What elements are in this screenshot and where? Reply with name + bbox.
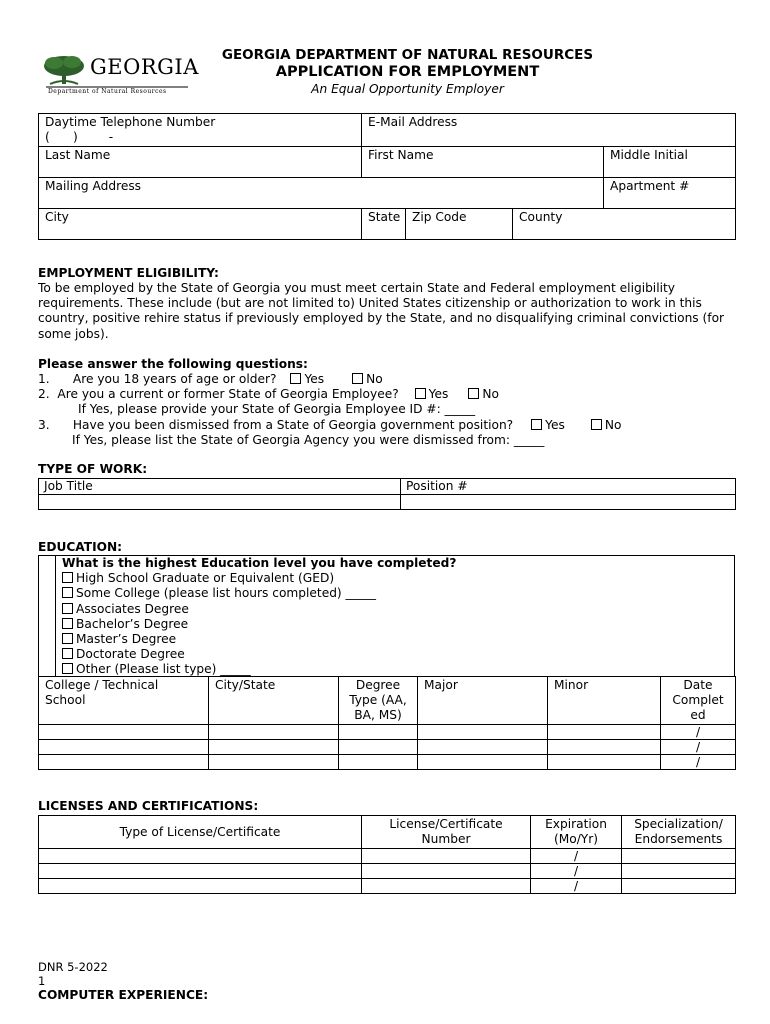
edu-option-bachelors[interactable] (62, 617, 722, 632)
license-specialization-cell[interactable] (622, 879, 736, 894)
contact-table (38, 113, 736, 240)
license-expiration-cell[interactable]: / (531, 864, 622, 879)
license-type-cell[interactable] (39, 864, 362, 879)
col-city-state: City/State (209, 677, 339, 725)
checkbox-icon (290, 373, 301, 384)
mailing-address-field[interactable] (39, 178, 604, 209)
checkbox-icon (62, 633, 73, 644)
last-name-label: Last Name (45, 148, 111, 162)
apartment-field[interactable] (604, 178, 736, 209)
page-title: APPLICATION FOR EMPLOYMENT (275, 64, 540, 80)
license-type-cell[interactable] (39, 849, 362, 864)
edu-date-cell[interactable]: / (661, 725, 736, 740)
question-3 (38, 418, 738, 433)
licenses-heading: LICENSES AND CERTIFICATIONS: (38, 799, 259, 813)
county-field[interactable] (513, 209, 736, 240)
license-number-cell[interactable] (362, 864, 531, 879)
edu-major-cell[interactable] (418, 740, 548, 755)
state-field[interactable] (362, 209, 406, 240)
license-expiration-cell[interactable]: / (531, 849, 622, 864)
phone-field[interactable] (39, 114, 362, 147)
edu-degree-cell[interactable] (339, 725, 418, 740)
edu-college-cell[interactable] (39, 740, 209, 755)
license-specialization-cell[interactable] (622, 849, 736, 864)
license-specialization-cell[interactable] (622, 864, 736, 879)
edu-date-cell[interactable]: / (661, 740, 736, 755)
q2-no-checkbox[interactable] (468, 387, 499, 401)
edu-option-label: Associates Degree (76, 601, 189, 616)
license-number-cell[interactable] (362, 879, 531, 894)
edu-option-label: High School Graduate or Equivalent (GED) (76, 571, 335, 586)
q3-no-label: No (604, 418, 622, 432)
checkbox-icon (591, 419, 602, 430)
edu-minor-cell[interactable] (548, 740, 661, 755)
education-box-divider (55, 556, 56, 676)
checkbox-icon (62, 572, 73, 583)
edu-minor-cell[interactable] (548, 755, 661, 770)
col-major: Major (418, 677, 548, 725)
city-label: City (45, 210, 69, 224)
middle-initial-label: Middle Initial (610, 148, 688, 162)
edu-option-label: Some College (please list hours completed) _____ (76, 586, 377, 601)
checkbox-icon (415, 388, 426, 399)
q2-yes-label: Yes (428, 387, 449, 401)
apartment-label: Apartment # (610, 179, 690, 193)
edu-city-cell[interactable] (209, 725, 339, 740)
position-label: Position # (406, 479, 468, 493)
logo-wordmark: GEORGIA (90, 55, 199, 79)
q1-yes-checkbox[interactable] (290, 372, 324, 386)
col-minor: Minor (548, 677, 661, 725)
form-id: DNR 5-2022 (38, 960, 108, 974)
middle-initial-field[interactable] (604, 147, 736, 178)
org-name: GEORGIA DEPARTMENT OF NATURAL RESOURCES (221, 47, 594, 63)
edu-minor-cell[interactable] (548, 725, 661, 740)
page-number: 1 (38, 974, 46, 988)
page-subtitle: An Equal Opportunity Employer (311, 82, 504, 96)
question-2-followup: If Yes, please provide your State of Georgia Employee ID #: _____ (78, 402, 476, 416)
col-college: College / Technical School (39, 677, 209, 725)
checkbox-icon (531, 419, 542, 430)
edu-major-cell[interactable] (418, 725, 548, 740)
position-field[interactable] (401, 495, 736, 510)
edu-degree-cell[interactable] (339, 740, 418, 755)
q1-no-checkbox[interactable] (352, 372, 383, 386)
questions-heading: Please answer the following questions: (38, 357, 308, 371)
question-1 (38, 372, 738, 387)
licenses-table (38, 815, 736, 894)
edu-city-cell[interactable] (209, 740, 339, 755)
checkbox-icon (62, 587, 73, 598)
dnr-logo (42, 53, 199, 95)
email-field[interactable] (362, 114, 736, 147)
zip-field[interactable] (406, 209, 513, 240)
work-table (38, 478, 736, 510)
work-heading: TYPE OF WORK: (38, 462, 148, 476)
edu-option-associates[interactable] (62, 602, 722, 617)
checkbox-icon (62, 663, 73, 674)
q1-yes-label: Yes (304, 372, 325, 386)
checkbox-icon (468, 388, 479, 399)
question-1-text: 1. Are you 18 years of age or older? (38, 372, 277, 386)
checkbox-icon (62, 618, 73, 629)
q3-yes-label: Yes (545, 418, 565, 432)
last-name-field[interactable] (39, 147, 362, 178)
eligibility-heading: EMPLOYMENT ELIGIBILITY: (38, 266, 219, 280)
edu-major-cell[interactable] (418, 755, 548, 770)
zip-label: Zip Code (412, 210, 467, 224)
edu-degree-cell[interactable] (339, 755, 418, 770)
checkbox-icon (352, 373, 363, 384)
position-header (401, 479, 736, 495)
education-options (62, 556, 722, 678)
col-degree-type: Degree Type (AA, BA, MS) (339, 677, 418, 725)
col-license-number: License/Certificate Number (362, 816, 531, 849)
question-2-text: 2. Are you a current or former State of Georgia Employee? (38, 387, 399, 401)
email-label: E-Mail Address (368, 115, 458, 129)
job-title-header (39, 479, 401, 495)
q2-no-label: No (482, 387, 499, 401)
question-3-followup: If Yes, please list the State of Georgia Agency you were dismissed from: _____ (72, 433, 545, 447)
edu-option-label: Master’s Degree (76, 632, 177, 647)
edu-college-cell[interactable] (39, 725, 209, 740)
phone-label: Daytime Telephone Number (45, 115, 216, 129)
edu-option-label: Other (Please list type) _____ (76, 662, 251, 677)
question-3-text: 3. Have you been dismissed from a State of Georgia government position? (38, 418, 514, 432)
state-label: State (368, 210, 401, 224)
license-expiration-cell[interactable]: / (531, 879, 622, 894)
job-title-label: Job Title (44, 479, 93, 493)
q3-yes-checkbox[interactable] (531, 418, 565, 432)
mailing-address-label: Mailing Address (45, 179, 142, 193)
computer-experience-heading: COMPUTER EXPERIENCE: (38, 988, 209, 1002)
edu-option-label: Doctorate Degree (76, 647, 185, 662)
first-name-label: First Name (368, 148, 434, 162)
col-license-type: Type of License/Certificate (39, 816, 362, 849)
edu-option-doctorate[interactable] (62, 647, 722, 662)
q3-no-checkbox[interactable] (591, 418, 622, 432)
eligibility-text: To be employed by the State of Georgia you must meet certain State and Federal employment eligibility requirements. These include (but are not limited to) United States citizenship or authorization to work in this country, positive rehire status if previously employed by the State, and no disqualifying criminal convictions (for some jobs). (38, 281, 725, 341)
edu-city-cell[interactable] (209, 755, 339, 770)
edu-option-masters[interactable] (62, 632, 722, 647)
city-field[interactable] (39, 209, 362, 240)
col-expiration: Expiration (Mo/Yr) (531, 816, 622, 849)
checkbox-icon (62, 603, 73, 614)
job-title-field[interactable] (39, 495, 401, 510)
phone-value: ( ) - (45, 130, 114, 144)
q2-yes-checkbox[interactable] (415, 387, 449, 401)
education-table (38, 676, 736, 770)
edu-date-cell[interactable]: / (661, 755, 736, 770)
edu-option-hs[interactable] (62, 571, 722, 586)
question-2 (38, 387, 738, 402)
license-type-cell[interactable] (39, 879, 362, 894)
county-label: County (519, 210, 563, 224)
edu-option-some-college[interactable] (62, 586, 722, 601)
col-date-completed: Date Complet ed (661, 677, 736, 725)
edu-option-label: Bachelor’s Degree (76, 616, 189, 631)
logo-subtitle: Department of Natural Resources (48, 88, 167, 95)
first-name-field[interactable] (362, 147, 604, 178)
education-level-box (38, 555, 735, 677)
license-number-cell[interactable] (362, 849, 531, 864)
education-heading: EDUCATION: (38, 540, 123, 554)
q1-no-label: No (366, 372, 383, 386)
checkbox-icon (62, 648, 73, 659)
education-question: What is the highest Education level you have completed? (62, 556, 457, 570)
edu-college-cell[interactable] (39, 755, 209, 770)
col-specialization: Specialization/ Endorsements (622, 816, 736, 849)
